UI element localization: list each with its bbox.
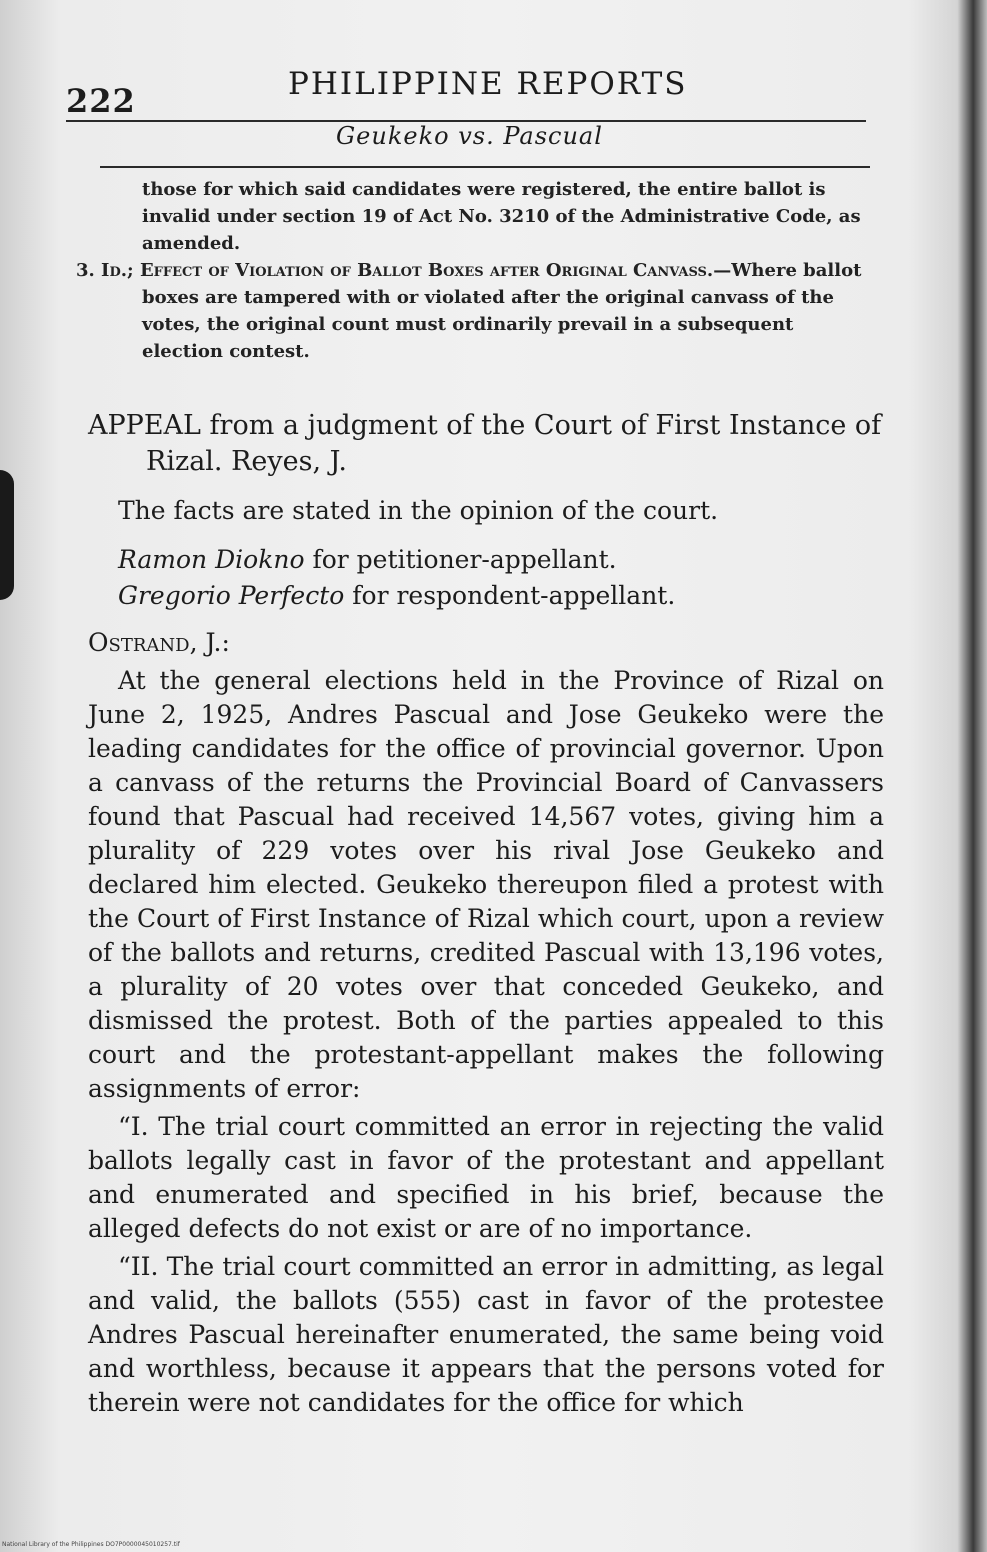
- counsel-2-role: for respondent-appellant.: [344, 581, 676, 610]
- counsel-list: [88, 542, 884, 614]
- binding-shadow: [0, 470, 14, 600]
- syllabus-item-text: —Where ballot boxes are tampered with or violated after the original canvass of the votes, the original count must ordinarily prevail in a subsequent election contest.: [142, 260, 862, 362]
- opinion-paragraph-2: “I. The trial court committed an error in rejecting the valid ballots legally cast in favor of the protestant and appellant and enumerated and specified in his brief, because the alleged defects do not exist or are of no importance.: [88, 1112, 884, 1243]
- syllabus-item-3: [76, 257, 876, 365]
- counsel-2-name: Gregorio Perfecto: [118, 581, 345, 610]
- header-rule-bottom: [100, 166, 870, 168]
- scan-source-footer: National Library of the Philippines DO7P0000045010257.tif: [2, 1541, 180, 1548]
- syllabus-item-heading: Effect of Violation of Ballot Boxes after Original Canvass.: [139, 260, 714, 281]
- running-head: PHILIPPINE REPORTS: [288, 66, 688, 102]
- page-number: 222: [66, 82, 136, 120]
- syllabus-continuation: those for which said candidates were registered, the entire ballot is invalid under section 19 of Act No. 3210 of the Administrative Code, as amended.: [142, 179, 861, 254]
- syllabus-item-number: 3. Id.;: [76, 260, 134, 281]
- opinion-paragraph-3: “II. The trial court committed an error in admitting, as legal and valid, the ballots (555) cast in favor of the protestee Andres Pascual hereinafter enumerated, the same being void and worthless, because it appears that the persons voted for therein were not candidates for the office for which: [88, 1252, 884, 1417]
- judge-name: Ostrand, J.:: [88, 628, 230, 657]
- syllabus: [76, 176, 876, 365]
- appeal-line: APPEAL from a judgment of the Court of First Instance of Rizal. Reyes, J.: [88, 410, 882, 477]
- opinion-body: [88, 408, 884, 1420]
- counsel-1-role: for petitioner-appellant.: [304, 545, 617, 574]
- opinion-paragraph-1: At the general elections held in the Province of Rizal on June 2, 1925, Andres Pascual and Jose Geukeko were the leading candidates for the office of provincial governor. Upon a canvass of the returns the Provincial Board of Canvassers found that Pascual had received 14,567 votes, giving him a plurality of 229 votes over his rival Jose Geukeko and declared him elected. Geukeko thereupon filed a protest with the Court of First Instance of Rizal which court, upon a review of the ballots and returns, credited Pascual with 13,196 votes, a plurality of 20 votes over that conceded Geukeko, and dismissed the protest. Both of the parties appealed to this court and the protestant-appellant makes the following assignments of error:: [88, 666, 884, 1103]
- case-title: Geukeko vs. Pascual: [336, 122, 603, 150]
- facts-line: The facts are stated in the opinion of the court.: [118, 496, 719, 525]
- counsel-1-name: Ramon Diokno: [118, 545, 305, 574]
